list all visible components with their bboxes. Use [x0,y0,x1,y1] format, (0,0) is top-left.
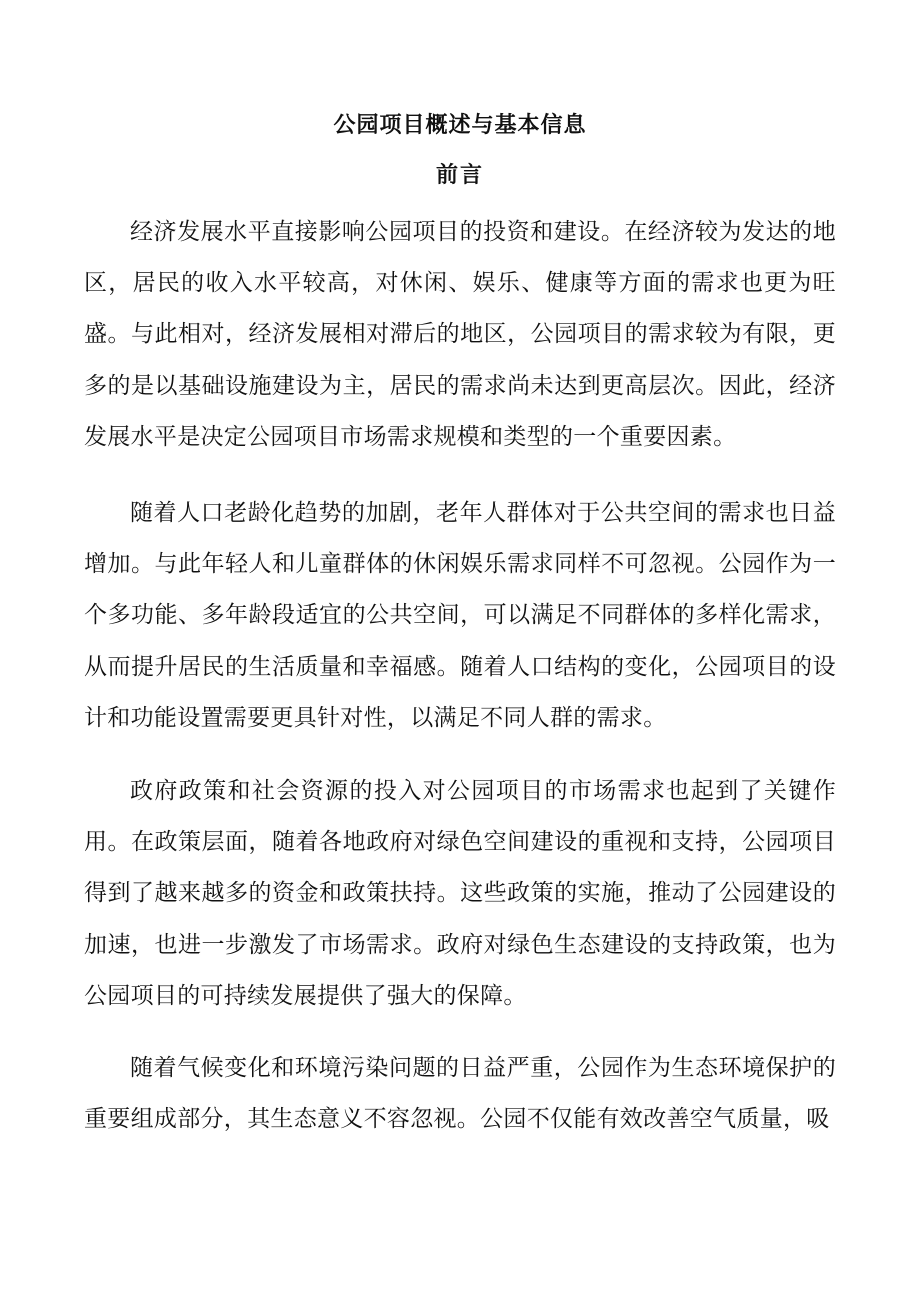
body-paragraph-1: 经济发展水平直接影响公园项目的投资和建设。在经济较为发达的地区，居民的收入水平较高，对休闲、娱乐、健康等方面的需求也更为旺盛。与此相对，经济发展相对滞后的地区，公园项目的需求较为有限，更多的是以基础设施建设为主，居民的需求尚未达到更高层次。因此，经济发展水平是决定公园项目市场需求规模和类型的一个重要因素。 [84,219,836,450]
document-title: 公园项目概述与基本信息 [333,112,587,138]
body-paragraph-4: 随着气候变化和环境污染问题的日益严重，公园作为生态环境保护的重要组成部分，其生态意义不容忽视。公园不仅能有效改善空气质量，吸 [84,1055,836,1133]
section-heading-preface: 前言 [435,162,484,188]
body-paragraph-3: 政府政策和社会资源的投入对公园项目的市场需求也起到了关键作用。在政策层面，随着各地政府对绿色空间建设的重视和支持，公园项目得到了越来越多的资金和政策扶持。这些政策的实施，推动了公园建设的加速，也进一步激发了市场需求。政府对绿色生态建设的支持政策，也为公园项目的可持续发展提供了强大的保障。 [84,778,836,1009]
body-paragraph-2: 随着人口老龄化趋势的加剧，老年人群体对于公共空间的需求也日益增加。与此年轻人和儿童群体的休闲娱乐需求同样不可忽视。公园作为一个多功能、多年龄段适宜的公共空间，可以满足不同群体的多样化需求，从而提升居民的生活质量和幸福感。随着人口结构的变化，公园项目的设计和功能设置需要更具针对性，以满足不同人群的需求。 [84,500,836,731]
